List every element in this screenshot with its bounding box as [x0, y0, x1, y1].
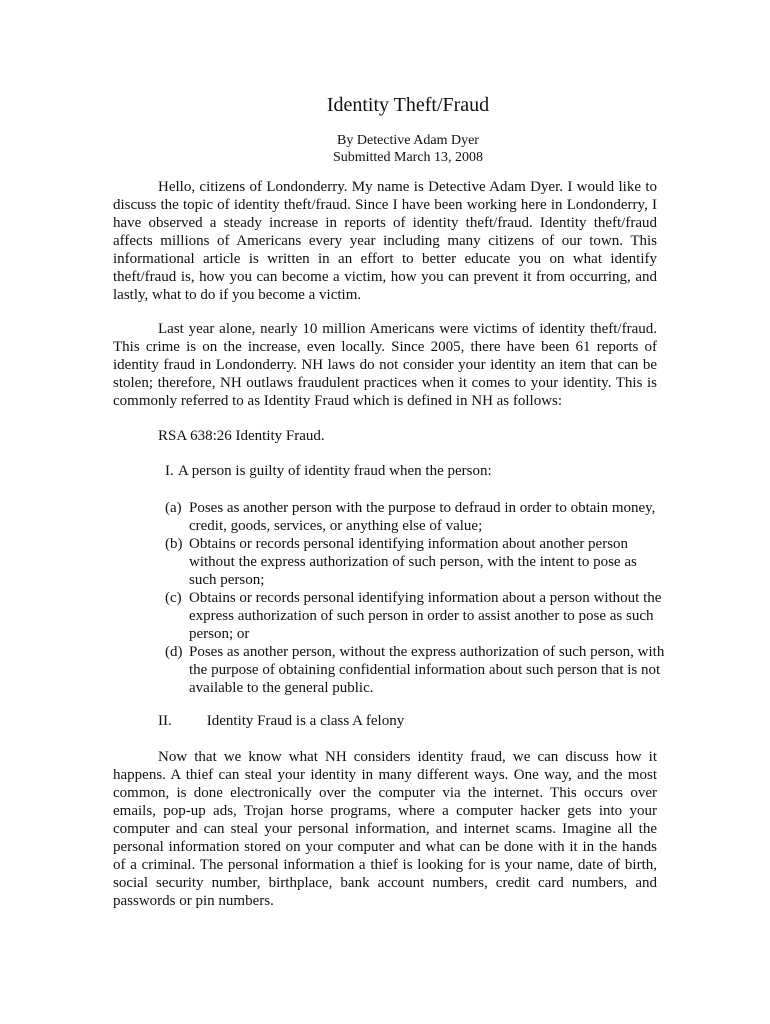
statute-heading: RSA 638:26 Identity Fraud.	[158, 428, 325, 444]
item-letter: (a)	[165, 500, 182, 516]
statute-item	[165, 589, 665, 643]
item-text: Poses as another person with the purpose to defraud in order to obtain money, credit, goods, services, or anything else of value;	[189, 500, 656, 534]
section-1-text: A person is guilty of identity fraud when the person:	[177, 463, 492, 479]
paragraph-intro: Hello, citizens of Londonderry. My name is Detective Adam Dyer. I would like to discuss the topic of identity theft/fraud. Since I have been working here in Londonderry, I have observed a steady increase in reports of identity theft/fraud. Identity theft/fraud affects millions of Americans every year including many citizens of our town. This informational article is written in an effort to better educate you on what identify theft/fraud is, how you can become a victim, how you can prevent it from occurring, and lastly, what to do if you become a victim.	[113, 179, 657, 303]
statute-item	[165, 643, 665, 697]
item-letter: (b)	[165, 536, 183, 552]
statute-section-1	[165, 462, 492, 480]
item-letter: (d)	[165, 644, 183, 660]
paragraph-how-it-happens: Now that we know what NH considers identity fraud, we can discuss how it happens. A thief can steal your identity in many different ways. One way, and the most common, is done electronically over the computer via the internet. This occurs over emails, pop-up ads, Trojan horse programs, where a computer hacker gets into your computer and can steal your personal information, and internet scams. Imagine all the personal information stored on your computer and what can be done with it in the hands of a criminal. The personal information a thief is looking for is your name, date of birth, social security number, birthplace, bank account numbers, credit card numbers, and passwords or pin numbers.	[113, 749, 657, 909]
item-text: Obtains or records personal identifying information about a person without the express authorization of such person in order to assist another to pose as such person; or	[189, 590, 662, 642]
section-1-number: I.	[165, 463, 174, 479]
statute-item	[165, 535, 665, 589]
author-line: By Detective Adam Dyer	[337, 133, 479, 148]
item-letter: (c)	[165, 590, 182, 606]
date-line: Submitted March 13, 2008	[332, 150, 484, 165]
section-2-number: II.	[158, 713, 172, 729]
paragraph-statistics: Last year alone, nearly 10 million Americans were victims of identity theft/fraud. This crime is on the increase, even locally. Since 2005, there have been 61 reports of identity fraud in Londonderry. NH laws do not consider your identity an item that can be stolen; therefore, NH outlaws fraudulent practices when it comes to your identity. This is commonly referred to as Identity Fraud which is defined in NH as follows:	[113, 321, 657, 409]
statute-section-2	[158, 712, 404, 730]
statute-item	[165, 499, 665, 535]
item-text: Obtains or records personal identifying information about another person without the express authorization of such person, with the intent to pose as such person;	[189, 536, 637, 588]
document-title: Identity Theft/Fraud	[326, 94, 490, 116]
section-2-text: Identity Fraud is a class A felony	[206, 713, 405, 729]
statute-item-list	[165, 499, 665, 697]
item-text: Poses as another person, without the express authorization of such person, with the purpose of obtaining confidential information about such person that is not available to the general public.	[189, 644, 665, 696]
